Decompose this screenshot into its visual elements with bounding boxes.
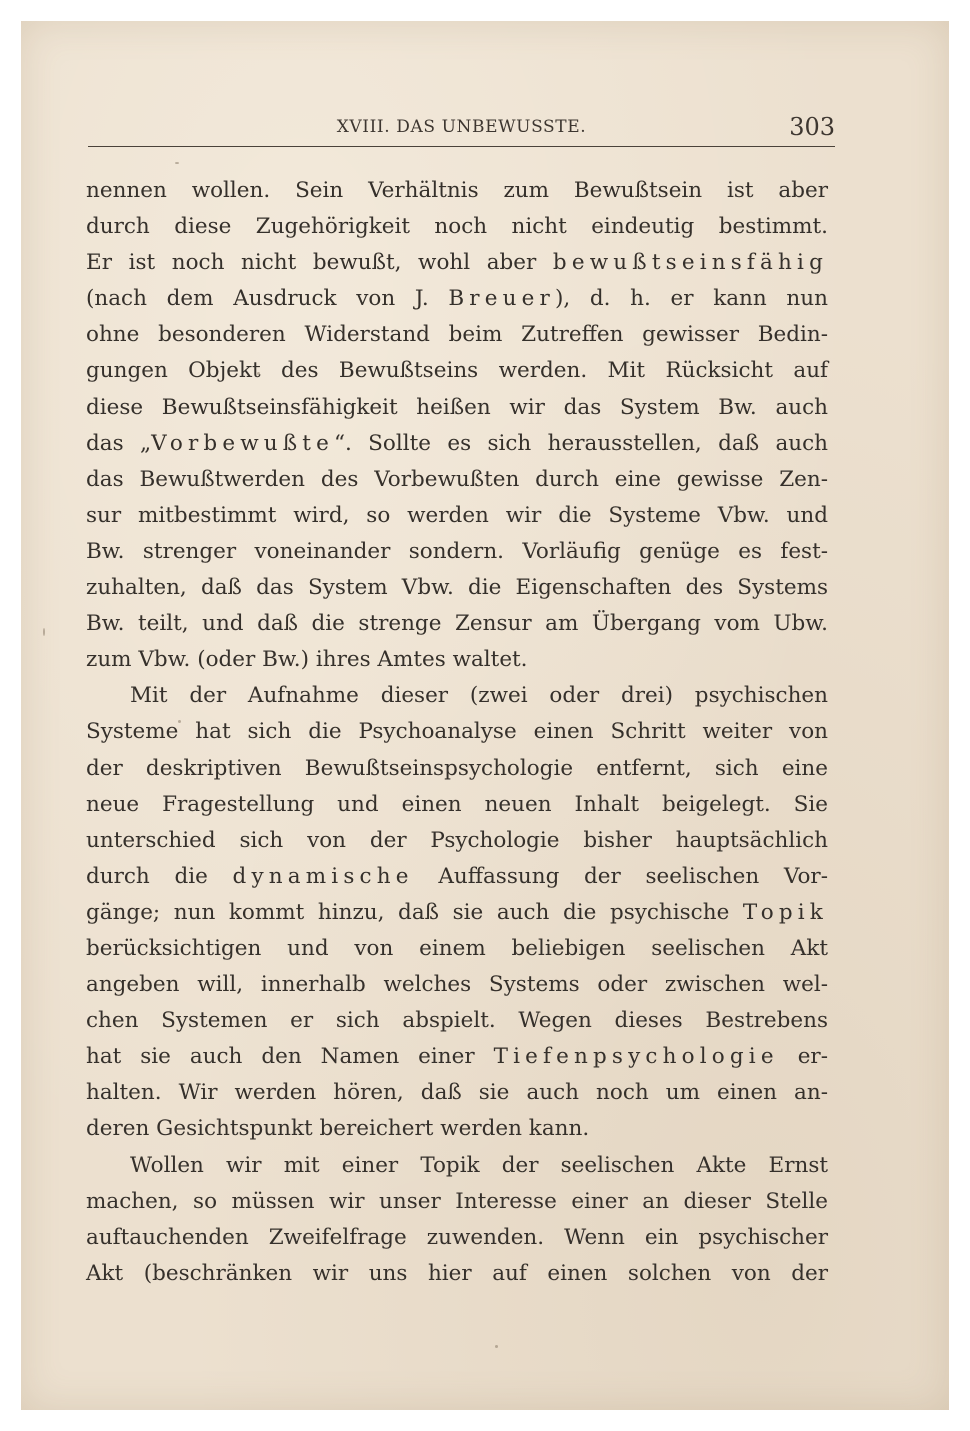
text-line: Mit der Aufnahme dieser (zwei oder drei) psychischen [130,683,828,709]
text-line: unterschied sich von der Psychologie bisher hauptsächlich [86,827,828,853]
text-line: hat sie auch den Namen einer Tiefenpsychologie er- [86,1044,828,1070]
text-line: sur mitbestimmt wird, so werden wir die Systeme Vbw. und [86,502,828,528]
text-line: zuhalten, daß das System Vbw. die Eigenschaften des Systems [86,575,828,601]
text-line: halten. Wir werden hören, daß sie auch noch um einen an- [86,1080,828,1106]
text-line: berücksichtigen und von einem beliebigen seelischen Akt [86,935,828,961]
text-line: Akt (beschränken wir uns hier auf einen solchen von der [86,1260,828,1286]
text-line: Bw. strenger voneinander sondern. Vorläufig genüge es fest- [86,538,828,564]
spaced-emphasis: Breuer [448,286,555,312]
text-line: Systeme hat sich die Psychoanalyse einen Schritt weiter von [86,719,828,745]
text-line: der deskriptiven Bewußtseinspsychologie entfernt, sich eine [86,755,828,781]
text-line: diese Bewußtseinsfähigkeit heißen wir das System Bw. auch [86,394,828,420]
header-rule [88,146,835,147]
spaced-emphasis: bewußtseinsfähig [552,250,828,276]
paper-speck [495,1345,498,1348]
text-line: ohne besonderen Widerstand beim Zutreffen gewisser Bedin- [86,322,828,348]
text-line: chen Systemen er sich abspielt. Wegen dieses Bestrebens [86,1008,828,1034]
text-line: neue Fragestellung und einen neuen Inhalt beigelegt. Sie [86,791,828,817]
text-line: das „Vorbewußte“. Sollte es sich herausstellen, daß auch [86,430,828,456]
body-text [86,173,828,1292]
text-line: auftauchenden Zweifelfrage zuwenden. Wenn ein psychischer [86,1224,828,1250]
spaced-emphasis: Tiefenpsychologie [493,1044,779,1070]
paper-speck [175,162,179,164]
text-line: gänge; nun kommt hinzu, daß sie auch die psychische Topik [86,899,828,925]
text-line: durch die dynamische Auffassung der seelischen Vor- [86,863,828,889]
page-header [88,113,835,147]
text-line: das Bewußtwerden des Vorbewußten durch eine gewisse Zen- [86,466,828,492]
text-line: nennen wollen. Sein Verhältnis zum Bewußtsein ist aber [86,178,828,203]
page-number: 303 [789,113,835,141]
running-head: XVIII. DAS UNBEWUSSTE. [336,117,587,137]
paper-speck [43,628,45,636]
spaced-emphasis: dynamische [232,863,414,889]
text-line: deren Gesichtspunkt bereichert werden kann. [86,1116,590,1142]
text-line: Wollen wir mit einer Topik der seelischen Akte Ernst [130,1152,828,1178]
text-line: Er ist noch nicht bewußt, wohl aber bewußtseinsfähig [86,250,828,276]
text-line: gungen Objekt des Bewußtseins werden. Mit Rücksicht auf [86,358,828,384]
spaced-emphasis: Vorbewußte [151,430,334,456]
text-line: Bw. teilt, und daß die strenge Zensur am Übergang vom Ubw. [86,611,828,637]
text-line: zum Vbw. (oder Bw.) ihres Amtes waltet. [86,647,528,673]
text-line: durch diese Zugehörigkeit noch nicht eindeutig bestimmt. [86,214,828,240]
text-line: (nach dem Ausdruck von J. Breuer), d. h. er kann nun [86,286,828,312]
text-line: angeben will, innerhalb welches Systems oder zwischen wel- [86,972,828,998]
text-line: machen, so müssen wir unser Interesse einer an dieser Stelle [86,1188,828,1214]
spaced-emphasis: Topik [742,899,828,925]
